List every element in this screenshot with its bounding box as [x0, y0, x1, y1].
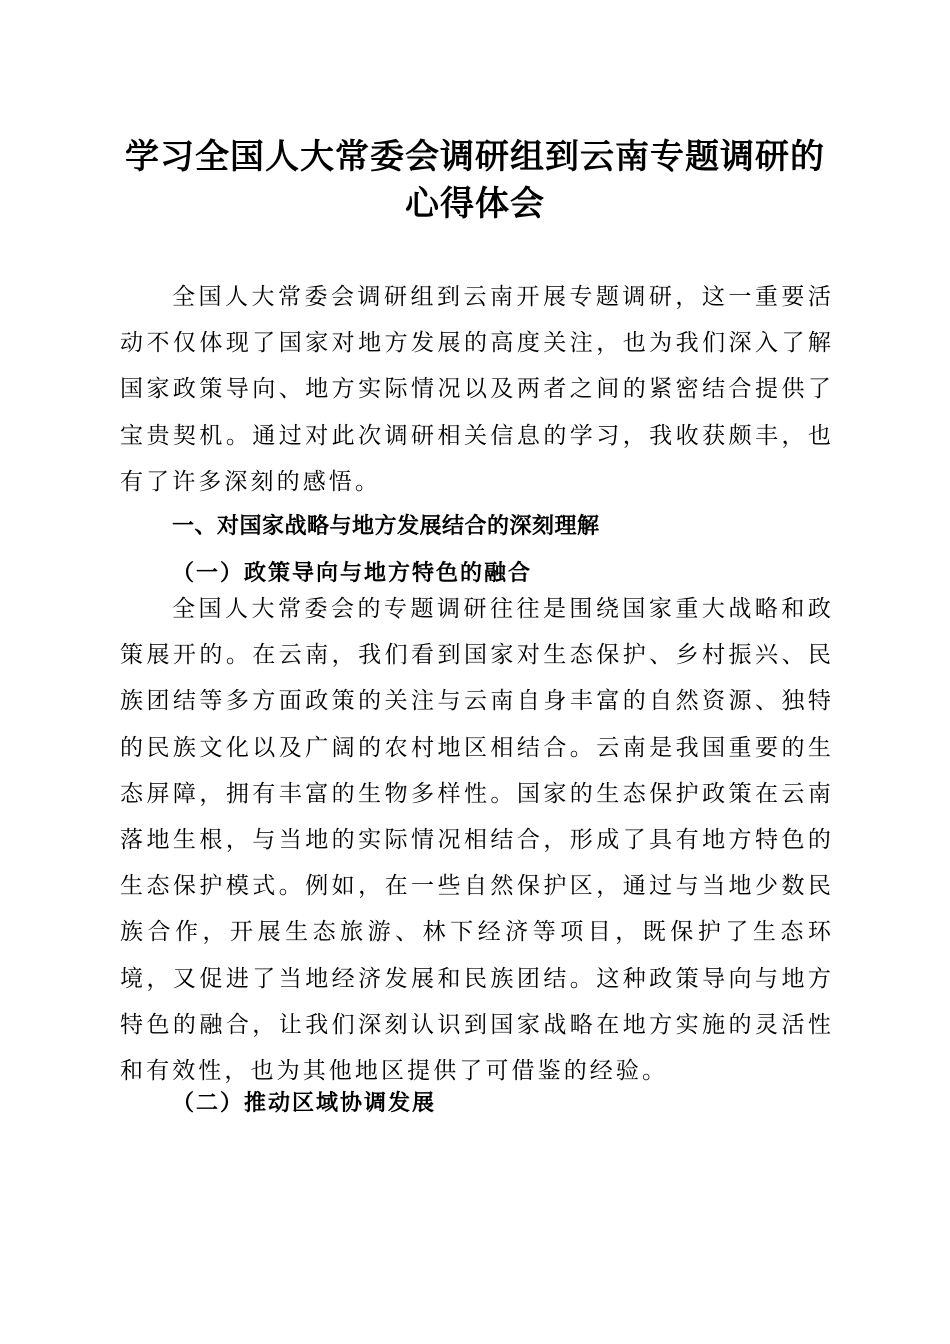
- document-title: [100, 134, 850, 228]
- subsection-2-heading: （二）推动区域协调发展: [172, 1090, 437, 1116]
- intro-paragraph: 全国人大常委会调研组到云南开展专题调研，这一重要活动不仅体现了国家对地方发展的高度关注，也为我们深入了解国家政策导向、地方实际情况以及两者之间的紧密结合提供了宝贵契机。通过对此次调研相关信息的学习，我收获颇丰，也有了许多深刻的感悟。: [120, 284, 834, 495]
- title-line-1: 学习全国人大常委会调研组到云南专题调研的: [125, 137, 825, 177]
- section-1-heading: 一、对国家战略与地方发展结合的深刻理解: [172, 514, 600, 539]
- subsection-1-heading: （一）政策导向与地方特色的融合: [172, 560, 533, 586]
- subsection-1-paragraph: 全国人大常委会的专题调研往往是围绕国家重大战略和政策展开的。在云南，我们看到国家对生态保护、乡村振兴、民族团结等多方面政策的关注与云南自身丰富的自然资源、独特的民族文化以及广阔的农村地区相结合。云南是我国重要的生态屏障，拥有丰富的生物多样性。国家的生态保护政策在云南落地生根，与当地的实际情况相结合，形成了具有地方特色的生态保护模式。例如，在一些自然保护区，通过与当地少数民族合作，开展生态旅游、林下经济等项目，既保护了生态环境，又促进了当地经济发展和民族团结。这种政策导向与地方特色的融合，让我们深刻认识到国家战略在地方实施的灵活性和有效性，也为其他地区提供了可借鉴的经验。: [120, 596, 834, 1085]
- title-line-2: 心得体会: [405, 184, 545, 224]
